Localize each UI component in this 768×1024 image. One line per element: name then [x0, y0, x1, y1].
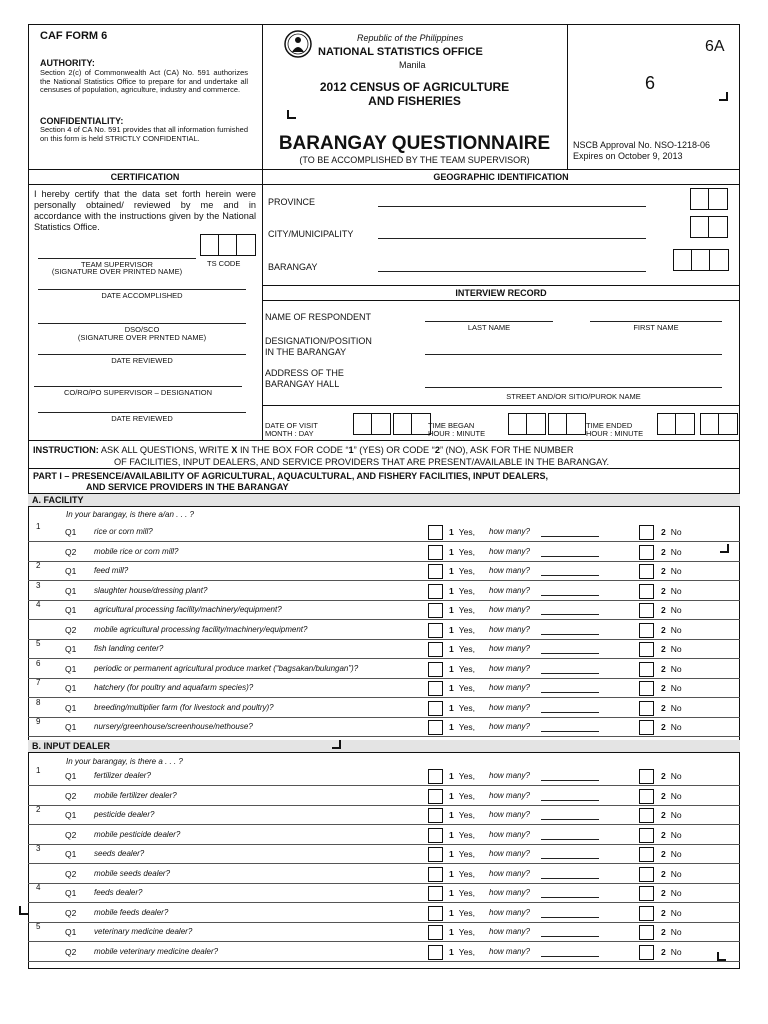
how-many-field[interactable] [541, 731, 599, 732]
how-many-label: how many? [489, 527, 530, 536]
no-label: 2 No [661, 946, 682, 957]
team-supervisor: TEAM SUPERVISOR [81, 260, 153, 269]
street: STREET AND/OR SITIO/PUROK NAME [506, 392, 641, 401]
no-label: 2 No [661, 566, 682, 576]
how-many-label: how many? [489, 683, 530, 692]
section-b-prompt: In your barangay, is there a . . . ? [66, 757, 183, 766]
how-many-label: how many? [489, 663, 530, 673]
item-number: 6 [36, 658, 41, 668]
how-many-field[interactable] [541, 858, 599, 859]
how-many-label: how many? [489, 810, 530, 819]
yes-label: 1 Yes, [449, 546, 475, 557]
how-many-field[interactable] [541, 819, 599, 820]
yes-checkbox[interactable] [428, 584, 443, 599]
corner-mark [720, 544, 729, 553]
question-text: slaughter house/dressing plant? [94, 585, 208, 595]
item-number: 5 [36, 922, 41, 931]
address1: ADDRESS OF THE [265, 368, 344, 378]
yes-label: 1 Yes, [449, 566, 475, 576]
question-row [28, 865, 740, 884]
no-label: 2 No [661, 702, 682, 713]
how-many-field[interactable] [541, 839, 599, 840]
question-text: feeds dealer? [94, 888, 143, 897]
question-text: seeds dealer? [94, 849, 145, 858]
no-label: 2 No [661, 849, 682, 859]
how-many-label: how many? [489, 790, 530, 800]
no-checkbox[interactable] [639, 808, 654, 823]
question-row [28, 806, 740, 825]
item-number: 1 [36, 766, 41, 775]
question-row [28, 582, 740, 601]
yes-checkbox[interactable] [428, 603, 443, 618]
how-many-label: how many? [489, 566, 530, 575]
corner-mark [719, 92, 728, 101]
census-line1: 2012 CENSUS OF AGRICULTURE [319, 80, 510, 94]
no-checkbox[interactable] [639, 945, 654, 960]
province-label: PROVINCE [268, 197, 316, 207]
yes-label: 1 Yes, [449, 790, 475, 801]
subtitle: (TO BE ACCOMPLISHED BY THE TEAM SUPERVISOR) [299, 155, 530, 165]
date-accomplished: DATE ACCOMPLISHED [101, 291, 183, 300]
question-row [28, 787, 740, 806]
question-code: Q2 [65, 868, 77, 879]
how-many-label: how many? [489, 829, 530, 839]
approval: NSCB Approval No. NSO-1218-06 [573, 140, 711, 150]
yes-label: 1 Yes, [449, 907, 475, 918]
yes-checkbox[interactable] [428, 847, 443, 862]
no-checkbox[interactable] [639, 925, 654, 940]
question-text: nursery/greenhouse/screenhouse/nethouse? [94, 722, 253, 731]
question-row [28, 943, 740, 962]
no-label: 2 No [661, 605, 682, 615]
no-checkbox[interactable] [639, 564, 654, 579]
nso-logo [284, 30, 312, 58]
no-checkbox[interactable] [639, 545, 654, 560]
question-text: mobile veterinary medicine dealer? [94, 946, 219, 956]
question-row [28, 845, 740, 864]
sig-printed2: (SIGNATURE OVER PRNTED NAME) [77, 333, 207, 342]
part1-line1: PART I – PRESENCE/AVAILABILITY OF AGRICULTURAL, AQUACULTURAL, AND FISHERY FACILITIES, INPUT DEALERS, [33, 471, 549, 481]
city: Manila [399, 60, 426, 70]
no-label: 2 No [661, 663, 682, 674]
question-text: mobile seeds dealer? [94, 868, 171, 878]
yes-checkbox[interactable] [428, 681, 443, 696]
question-text: mobile agricultural processing facility/machinery/equipment? [94, 624, 308, 634]
date-reviewed: DATE REVIEWED [111, 356, 173, 365]
no-checkbox[interactable] [639, 769, 654, 784]
ended-minute[interactable] [700, 413, 738, 435]
yes-label: 1 Yes, [449, 868, 475, 879]
no-label: 2 No [661, 810, 682, 820]
questionnaire-title: BARANGAY QUESTIONNAIRE [278, 133, 551, 154]
authority-title: AUTHORITY: [40, 58, 95, 68]
no-checkbox[interactable] [639, 828, 654, 843]
yes-checkbox[interactable] [428, 945, 443, 960]
question-text: agricultural processing facility/machinery/equipment? [94, 605, 282, 614]
corner-mark [287, 110, 296, 119]
yes-checkbox[interactable] [428, 720, 443, 735]
geo-title: GEOGRAPHIC IDENTIFICATION [433, 172, 569, 182]
ts-code: TS CODE [207, 259, 241, 268]
yes-label: 1 Yes, [449, 644, 475, 654]
question-text: mobile fertilizer dealer? [94, 790, 177, 800]
designation1: DESIGNATION/POSITION [265, 336, 372, 346]
how-many-field[interactable] [541, 673, 599, 674]
yes-label: 1 Yes, [449, 810, 475, 820]
question-code: Q1 [65, 663, 77, 674]
item-number: 9 [36, 717, 41, 726]
question-row [28, 826, 740, 845]
how-many-label: how many? [489, 585, 530, 595]
question-code: Q1 [65, 702, 77, 713]
question-code: Q2 [65, 946, 77, 957]
yes-checkbox[interactable] [428, 564, 443, 579]
question-code: Q2 [65, 546, 77, 557]
question-code: Q1 [65, 683, 77, 693]
ended2: HOUR : MINUTE [586, 429, 644, 438]
how-many-label: how many? [489, 868, 530, 878]
no-label: 2 No [661, 722, 682, 732]
no-checkbox[interactable] [639, 584, 654, 599]
barangay-code[interactable] [673, 249, 729, 271]
item-number: 7 [36, 678, 41, 687]
dso: DSO/SCO [124, 325, 160, 334]
question-row [28, 601, 740, 620]
no-checkbox[interactable] [639, 847, 654, 862]
question-code: Q1 [65, 566, 77, 576]
how-many-field[interactable] [541, 800, 599, 801]
yes-label: 1 Yes, [449, 888, 475, 898]
question-row [28, 923, 740, 942]
interview-title: INTERVIEW RECORD [455, 288, 547, 298]
corner-mark [717, 952, 726, 961]
yes-label: 1 Yes, [449, 927, 475, 937]
yes-label: 1 Yes, [449, 771, 475, 781]
question-code: Q2 [65, 790, 77, 801]
question-row [28, 660, 740, 679]
question-row [28, 640, 740, 659]
visit-month[interactable] [353, 413, 391, 435]
respondent-label: NAME OF RESPONDENT [265, 312, 372, 322]
no-label: 2 No [661, 683, 682, 693]
how-many-label: how many? [489, 927, 530, 936]
authority-text: Section 2(c) of Commonwealth Act (CA) No. 591 authorizes the National Statistics Office to prepare for and undertake all censuses of population, agriculture, industry and commerce. [40, 68, 248, 94]
no-label: 2 No [661, 624, 682, 635]
how-many-field[interactable] [541, 634, 599, 635]
yes-label: 1 Yes, [449, 683, 475, 693]
how-many-field[interactable] [541, 780, 599, 781]
no-label: 2 No [661, 927, 682, 937]
item-number: 5 [36, 639, 41, 648]
no-label: 2 No [661, 829, 682, 840]
no-checkbox[interactable] [639, 525, 654, 540]
item-number: 8 [36, 697, 41, 707]
began2: HOUR : MINUTE [428, 429, 486, 438]
question-code: Q1 [65, 888, 77, 898]
question-row [28, 523, 740, 542]
how-many-field[interactable] [541, 556, 599, 557]
question-row [28, 718, 740, 737]
question-code: Q1 [65, 605, 77, 615]
no-checkbox[interactable] [639, 906, 654, 921]
republic: Republic of the Philippines [357, 33, 464, 43]
yes-label: 1 Yes, [449, 829, 475, 840]
question-row [28, 884, 740, 903]
item-number: 2 [36, 805, 41, 814]
yes-checkbox[interactable] [428, 925, 443, 940]
no-checkbox[interactable] [639, 867, 654, 882]
how-many-label: how many? [489, 546, 530, 556]
question-text: veterinary medicine dealer? [94, 927, 193, 936]
no-checkbox[interactable] [639, 642, 654, 657]
barangay-label: BARANGAY [268, 262, 318, 272]
question-code: Q1 [65, 849, 77, 859]
how-many-label: how many? [489, 644, 530, 653]
address2: BARANGAY HALL [265, 379, 340, 389]
how-many-field[interactable] [541, 917, 599, 918]
question-text: mobile feeds dealer? [94, 907, 169, 917]
confidentiality-title: CONFIDENTIALITY: [40, 116, 124, 126]
yes-checkbox[interactable] [428, 867, 443, 882]
corner-mark [19, 906, 28, 915]
certification-title: CERTIFICATION [110, 172, 180, 182]
question-code: Q1 [65, 585, 77, 596]
question-code: Q1 [65, 810, 77, 820]
yes-label: 1 Yes, [449, 663, 475, 674]
last-name: LAST NAME [467, 323, 511, 332]
instruction-line1: INSTRUCTION: ASK ALL QUESTIONS, WRITE X IN THE BOX FOR CODE “1” (YES) OR CODE “2” (NO), ASK FOR THE NUMBER [33, 445, 574, 455]
yes-checkbox[interactable] [428, 886, 443, 901]
agency: NATIONAL STATISTICS OFFICE [318, 46, 483, 58]
how-many-field[interactable] [541, 936, 599, 937]
how-many-label: how many? [489, 907, 530, 917]
visit2: MONTH : DAY [265, 429, 314, 438]
question-text: fertilizer dealer? [94, 771, 151, 780]
question-code: Q2 [65, 907, 77, 918]
province-code[interactable] [690, 188, 728, 210]
ended1: TIME ENDED [586, 421, 633, 430]
question-code: Q1 [65, 927, 77, 937]
yes-checkbox[interactable] [428, 623, 443, 638]
ts-code-boxes[interactable] [200, 234, 256, 256]
part1-line2: AND SERVICE PROVIDERS IN THE BARANGAY [86, 482, 289, 492]
yes-checkbox[interactable] [428, 662, 443, 677]
yes-label: 1 Yes, [449, 722, 475, 732]
question-row [28, 904, 740, 923]
yes-checkbox[interactable] [428, 642, 443, 657]
no-label: 2 No [661, 527, 682, 537]
question-text: feed mill? [94, 566, 129, 575]
question-text: periodic or permanent agricultural produce market (“bagsakan/bulungan”)? [94, 663, 359, 673]
sig-printed: (SIGNATURE OVER PRINTED NAME) [51, 267, 183, 276]
began-minute[interactable] [548, 413, 586, 435]
yes-label: 1 Yes, [449, 585, 475, 596]
how-many-field[interactable] [541, 595, 599, 596]
began-hour[interactable] [508, 413, 546, 435]
question-text: mobile rice or corn mill? [94, 546, 179, 556]
no-label: 2 No [661, 585, 682, 596]
yes-checkbox[interactable] [428, 769, 443, 784]
no-checkbox[interactable] [639, 789, 654, 804]
yes-checkbox[interactable] [428, 545, 443, 560]
no-label: 2 No [661, 888, 682, 898]
question-code: Q2 [65, 829, 77, 840]
how-many-field[interactable] [541, 956, 599, 957]
how-many-label: how many? [489, 849, 530, 858]
question-text: hatchery (for poultry and aquafarm species)? [94, 683, 254, 692]
question-code: Q1 [65, 771, 77, 781]
no-checkbox[interactable] [639, 720, 654, 735]
yes-checkbox[interactable] [428, 906, 443, 921]
section-a-title: A. FACILITY [28, 494, 740, 507]
item-number: 4 [36, 600, 41, 609]
how-many-field[interactable] [541, 653, 599, 654]
yes-checkbox[interactable] [428, 828, 443, 843]
question-row [28, 699, 740, 718]
how-many-field[interactable] [541, 536, 599, 537]
visit-day[interactable] [393, 413, 431, 435]
code-6a: 6A [705, 38, 725, 55]
item-number: 3 [36, 844, 41, 853]
item-number: 1 [36, 522, 41, 531]
census-line2: AND FISHERIES [368, 94, 461, 108]
how-many-label: how many? [489, 702, 530, 712]
yes-checkbox[interactable] [428, 525, 443, 540]
how-many-label: how many? [489, 605, 530, 614]
no-checkbox[interactable] [639, 886, 654, 901]
code-6: 6 [645, 73, 656, 93]
question-code: Q1 [65, 722, 77, 732]
question-row [28, 679, 740, 698]
no-checkbox[interactable] [639, 603, 654, 618]
no-checkbox[interactable] [639, 701, 654, 716]
how-many-field[interactable] [541, 897, 599, 898]
question-text: rice or corn mill? [94, 527, 153, 536]
how-many-field[interactable] [541, 692, 599, 693]
visit1: DATE OF VISIT [265, 421, 318, 430]
began1: TIME BEGAN [428, 421, 475, 430]
no-label: 2 No [661, 868, 682, 879]
no-label: 2 No [661, 907, 682, 918]
question-code: Q1 [65, 644, 77, 654]
first-name: FIRST NAME [633, 323, 679, 332]
question-text: fish landing center? [94, 644, 164, 653]
question-row [28, 543, 740, 562]
section-a-prompt: In your barangay, is there a/an . . . ? [66, 510, 194, 519]
how-many-field[interactable] [541, 575, 599, 576]
expires: Expires on October 9, 2013 [573, 151, 683, 161]
form-id: CAF FORM 6 [40, 30, 108, 42]
date-reviewed2: DATE REVIEWED [111, 414, 173, 423]
no-label: 2 No [661, 790, 682, 801]
section-b-title: B. INPUT DEALER [28, 740, 740, 753]
instruction-line2: OF FACILITIES, INPUT DEALERS, AND SERVICE PROVIDERS THAT ARE PRESENT/AVAILABLE IN THE BARANGAY. [114, 457, 610, 467]
yes-checkbox[interactable] [428, 789, 443, 804]
question-text: pesticide dealer? [94, 810, 155, 819]
how-many-field[interactable] [541, 614, 599, 615]
no-checkbox[interactable] [639, 623, 654, 638]
city-label: CITY/MUNICIPALITY [268, 229, 354, 239]
confidentiality-text: Section 4 of CA No. 591 provides that all information furnished on this form is held STRICTLY CONFIDENTIAL. [40, 125, 248, 143]
question-row [28, 562, 740, 581]
coropo: CO/RO/PO SUPERVISOR – DESIGNATION [63, 388, 213, 397]
how-many-label: how many? [489, 722, 530, 731]
designation2: IN THE BARANGAY [265, 347, 347, 357]
no-label: 2 No [661, 546, 682, 557]
corner-mark [332, 740, 341, 749]
yes-label: 1 Yes, [449, 605, 475, 615]
no-label: 2 No [661, 644, 682, 654]
no-label: 2 No [661, 771, 682, 781]
yes-checkbox[interactable] [428, 701, 443, 716]
yes-label: 1 Yes, [449, 849, 475, 859]
yes-label: 1 Yes, [449, 946, 475, 957]
no-checkbox[interactable] [639, 662, 654, 677]
question-code: Q2 [65, 624, 77, 635]
item-number: 4 [36, 883, 41, 892]
question-row [28, 621, 740, 640]
how-many-label: how many? [489, 624, 530, 634]
yes-label: 1 Yes, [449, 527, 475, 537]
no-checkbox[interactable] [639, 681, 654, 696]
how-many-field[interactable] [541, 712, 599, 713]
ended-hour[interactable] [657, 413, 695, 435]
city-code[interactable] [690, 216, 728, 238]
how-many-label: how many? [489, 888, 530, 897]
question-row [28, 767, 740, 786]
how-many-label: how many? [489, 946, 530, 956]
yes-checkbox[interactable] [428, 808, 443, 823]
how-many-label: how many? [489, 771, 530, 780]
question-code: Q1 [65, 527, 77, 537]
yes-label: 1 Yes, [449, 624, 475, 635]
how-many-field[interactable] [541, 878, 599, 879]
item-number: 2 [36, 561, 41, 570]
question-text: mobile pesticide dealer? [94, 829, 181, 839]
item-number: 3 [36, 580, 41, 590]
question-text: breeding/multiplier farm (for livestock and poultry)? [94, 702, 274, 712]
yes-label: 1 Yes, [449, 702, 475, 713]
certification-text: I hereby certify that the data set forth herein were personally obtained/ reviewed by me and in accordance with the instructions given by the National Statistics Office. [34, 189, 256, 232]
